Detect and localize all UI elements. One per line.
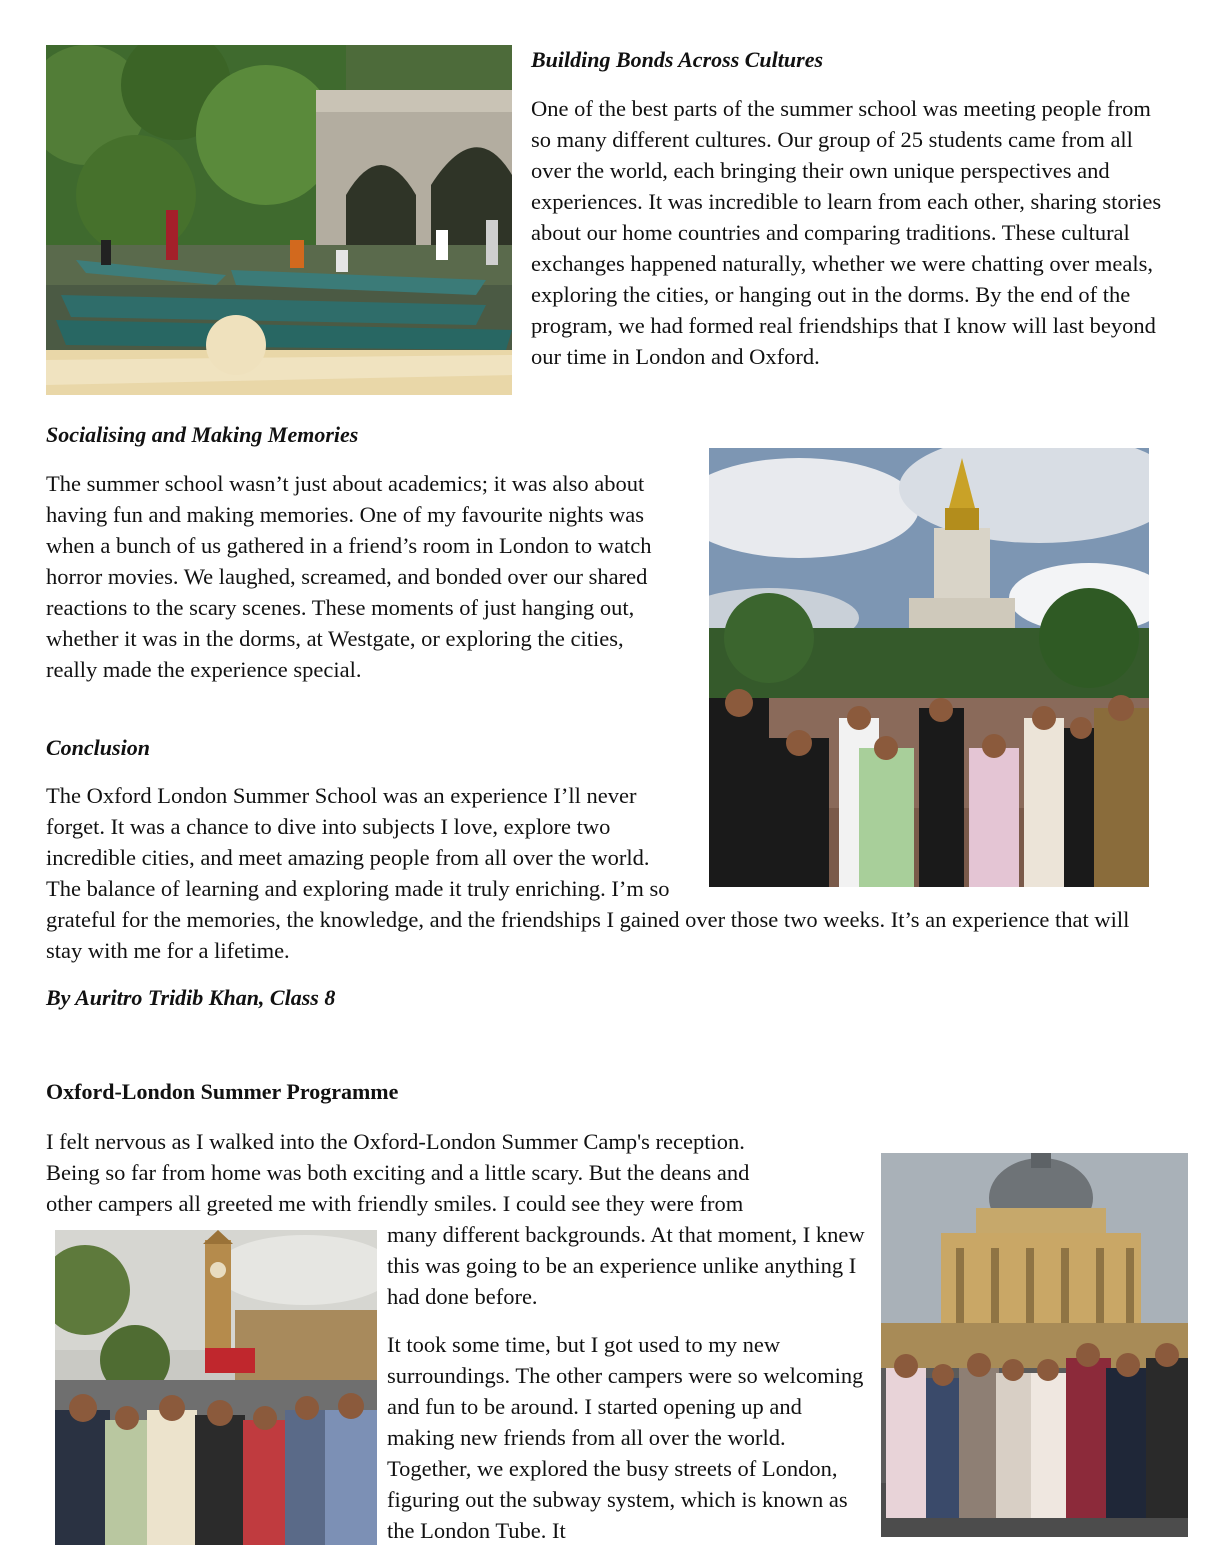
bigben-group-photo [55,1230,377,1545]
byline: By Auritro Tridib Khan, Class 8 [46,985,336,1010]
punting-photo [46,45,512,395]
article-intro-lines [46,1126,866,1219]
paragraph: many different backgrounds. At that moment, I knew this was going to be an experience unlike anything I had done before. [387,1222,865,1309]
section-heading-socialising: Socialising and Making Memories [46,422,359,447]
article-second-paragraph [387,1329,867,1546]
section-heading-building-bonds: Building Bonds Across Cultures [531,47,824,72]
paragraph: The Oxford London Summer School was an experience I’ll never forget. It was a chance to dive into subjects I love, explore two incredible cities, and meet amazing people from all over the world. The balance of learning and exploring made it truly enriching. I’m so grateful for the memories, the knowledge, and the friendships I gained over those two weeks. It’s an experience that will stay with me for a lifetime. [46,783,1130,963]
paragraph: The summer school wasn’t just about academics; it was also about having fun and making memories. One of my favourite nights was when a bunch of us gathered in a friend’s room in London to watch horror movies. We laughed, screamed, and bonded over our shared reactions to the scary scenes. These moments of just hanging out, whether it was in the dorms, at Westgate, or exploring the cities, really made the experience special. [46,471,652,682]
section-body-conclusion [46,780,1156,966]
section-heading-conclusion: Conclusion [46,735,150,760]
radcliffe-group-photo [881,1153,1188,1537]
paragraph: One of the best parts of the summer school was meeting people from so many different cultures. Our group of 25 students came from all over the world, each bringing their own unique perspectives and experiences. It was incredible to learn from each other, sharing stories about our home countries and comparing traditions. These cultural exchanges happened naturally, whether we were chatting over meals, exploring the cities, or hanging out in the dorms. By the end of the program, we had formed real friendships that I know will last beyond our time in London and Oxford. [531,96,1162,369]
text-line: other campers all greeted me with friendly smiles. I could see they were from [46,1191,744,1216]
section-body-socialising [46,468,668,685]
float-spacer [676,780,1156,890]
section-body-building-bonds [531,93,1176,372]
text-line: Being so far from home was both exciting and a little scary. But the deans and [46,1160,750,1185]
text-line: I felt nervous as I walked into the Oxford-London Summer Camp's reception. [46,1129,745,1154]
paragraph: It took some time, but I got used to my new surroundings. The other campers were so welcoming and fun to be around. I started opening up and making new friends from all over the world. Together, we explored the busy streets of London, figuring out the subway system, which is known as the London Tube. It [387,1332,864,1543]
article-intro-continued [387,1219,867,1312]
article-title: Oxford-London Summer Programme [46,1079,399,1104]
